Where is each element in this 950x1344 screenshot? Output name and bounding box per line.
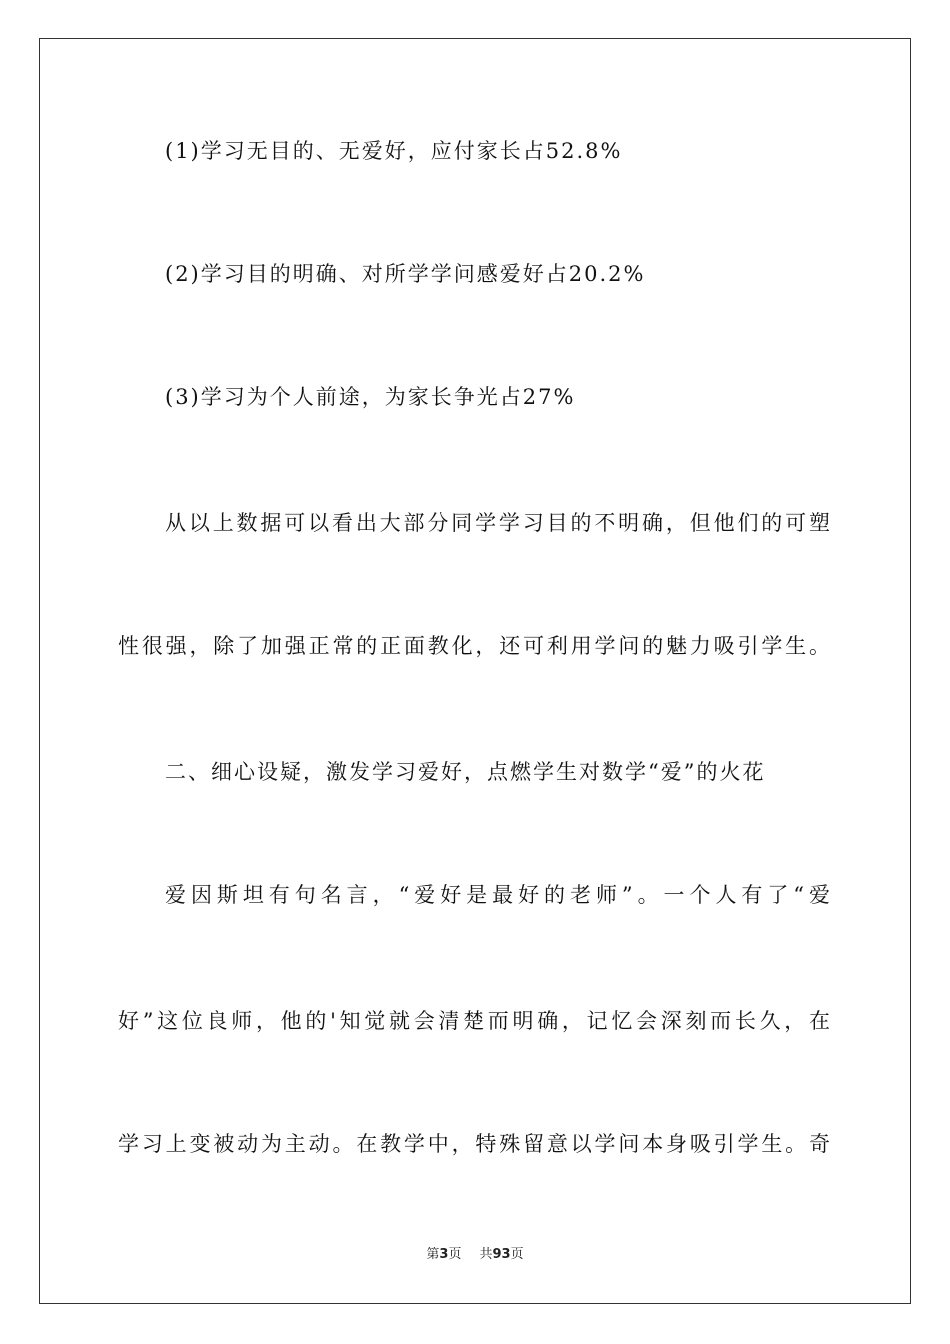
footer-page-prefix: 第: [426, 1247, 440, 1262]
paragraph-line-2: (2)学习目的明确、对所学学问感爱好占20.2%: [165, 262, 646, 286]
paragraph-line-8: 学习上变被动为主动。在教学中，特殊留意以学问本身吸引学生。奇: [118, 1132, 832, 1156]
paragraph-line-4: 从以上数据可以看出大部分同学学习目的不明确，但他们的可塑: [165, 511, 832, 535]
section-heading: 二、细心设疑，激发学习爱好，点燃学生对数学“爱”的火花: [165, 760, 766, 784]
paragraph-line-5: 性很强，除了加强正常的正面教化，还可利用学问的魅力吸引学生。: [118, 634, 832, 658]
footer-total-prefix: 共: [479, 1247, 493, 1262]
paragraph-line-3: (3)学习为个人前途，为家长争光占27%: [165, 385, 576, 409]
paragraph-line-7: 好”这位良师，他的'知觉就会清楚而明确，记忆会深刻而长久，在: [118, 1009, 832, 1033]
page-footer: [0, 1246, 950, 1264]
paragraph-line-1: (1)学习无目的、无爱好，应付家长占52.8%: [165, 139, 623, 163]
paragraph-line-6: 爱因斯坦有句名言，“爱好是最好的老师”。一个人有了“爱: [165, 883, 832, 907]
page-border: [39, 38, 911, 1304]
footer-total-suffix: 页: [510, 1247, 524, 1262]
footer-page-suffix: 页: [448, 1247, 462, 1262]
footer-page-number: 3: [439, 1247, 449, 1262]
footer-total-pages: 93: [492, 1247, 511, 1262]
